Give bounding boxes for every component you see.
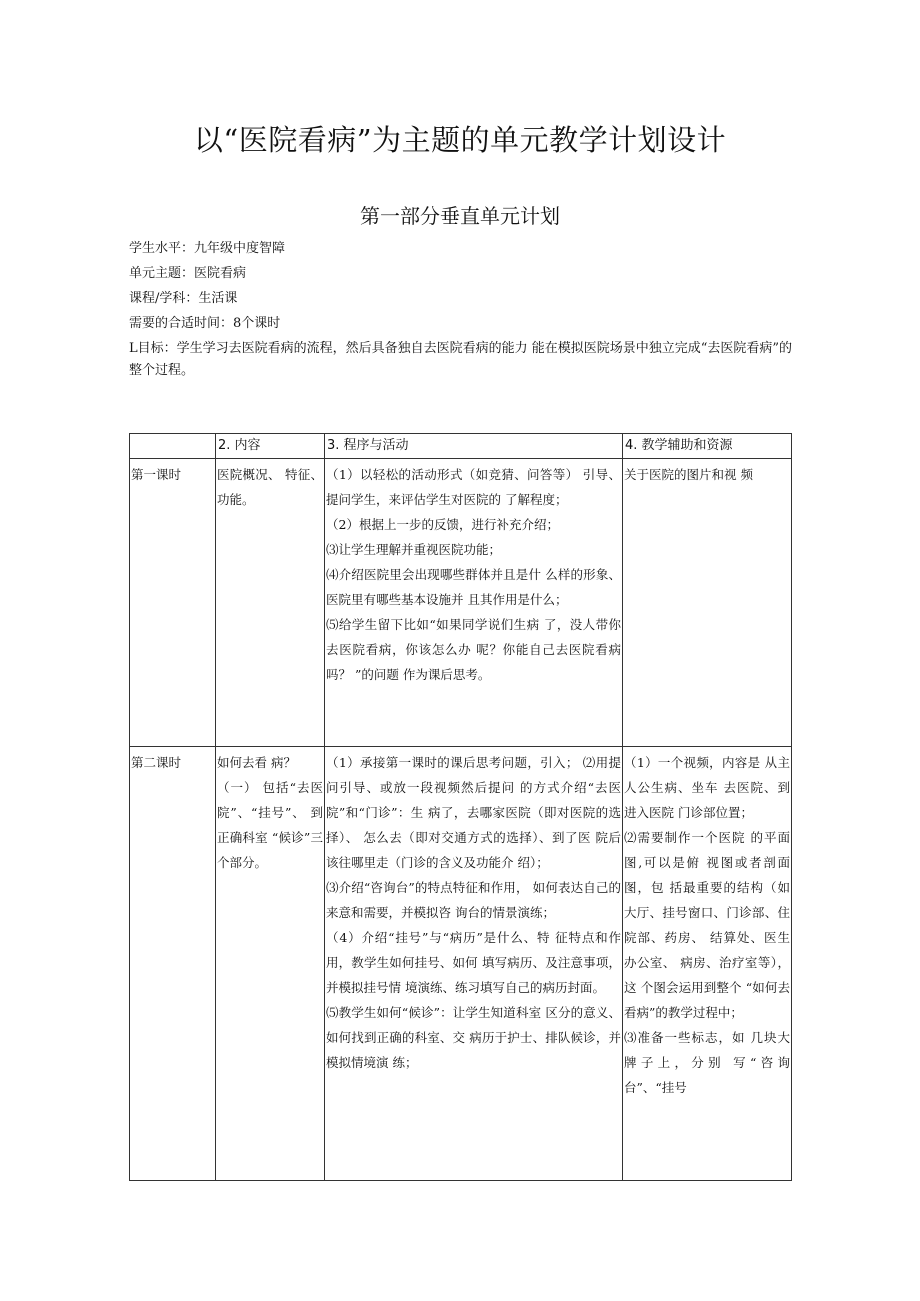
- resource-item: ⑶准备一些标志，如 几块大牌子上，分别 写“咨询台”、“挂号: [624, 1030, 790, 1095]
- document-title: 以“医院看病”为主题的单元教学计划设计: [193, 123, 727, 157]
- lesson-label: 第二课时: [130, 747, 216, 1181]
- content-cell: [216, 747, 325, 1181]
- table-header-row: [130, 434, 792, 459]
- activities-cell: [325, 747, 623, 1181]
- resources-cell: [623, 747, 792, 1181]
- meta-required-time: 需要的合适时间：8个课时: [129, 316, 281, 331]
- meta-student-level: 学生水平：九年级中度智障: [129, 241, 286, 256]
- lesson-label: 第一课时: [130, 459, 216, 747]
- content-text: （一） 包括“去医 院”、“挂号”、 到正确科室 “候诊”三个部分。: [217, 780, 323, 870]
- meta-course-subject: 课程/学科：生活课: [129, 291, 238, 306]
- unit-plan-table: [129, 433, 792, 1181]
- content-text: 如何去看 病？: [217, 755, 296, 770]
- activity-step: ⑸给学生留下比如“如果同学说们生病 了，没人带你去医院看病，你该怎么办 呢？你能自己去医院看病吗？ ”的问题 作为课后思考。: [326, 617, 621, 682]
- header-lesson: [130, 434, 216, 459]
- content-cell: [216, 459, 325, 747]
- activity-step: （2）根据上一步的反馈，进行补充介绍；: [326, 517, 559, 532]
- table-row: [130, 747, 792, 1181]
- resource-item: ⑵需要制作一个医院 的平面图,可以是俯 视图或者剖面图，包 括最重要的结构（如 大厅、挂号窗口、门诊部、住院部、药房、 结算处、医生办公室、 病房、治疗室等），这 个图会运用到整个 “如何去看病”的教学过程中；: [624, 830, 790, 1020]
- activities-cell: [325, 459, 623, 747]
- activity-step: ⑷介绍医院里会出现哪些群体并且是什 么样的形象、医院里有哪些基本设施并 且其作用是什么；: [326, 567, 621, 607]
- header-activities: 3. 程序与活动: [325, 434, 623, 459]
- header-content: 2. 内容: [216, 434, 325, 459]
- activity-step: ⑶介绍“咨询台”的特点特征和作用， 如何表达自己的来意和需要，并模拟咨 询台的情景演练；: [326, 880, 621, 920]
- meta-unit-theme: 单元主题：医院看病: [129, 266, 247, 281]
- resources-cell: [623, 459, 792, 747]
- activity-step: ⑶让学生理解并重视医院功能；: [326, 542, 502, 557]
- resource-item: 关于医院的图片和视 频: [624, 467, 753, 482]
- meta-objective: L目标：学生学习去医院看病的流程，然后具备独自去医院看病的能力 能在模拟医院场景中独立完成“去医院看病”的整个过程。: [129, 341, 793, 378]
- table-row: [130, 459, 792, 747]
- header-resources: 4. 教学辅助和资源: [623, 434, 792, 459]
- resource-item: （1）一个视频，内容是 从主人公生病、坐车 去医院、到进入医院 门诊部位置；: [624, 755, 790, 820]
- activity-step: （1）以轻松的活动形式（如竞猜、问答等） 引导、提问学生，来评估学生对医院的 了解程度；: [326, 467, 621, 507]
- section-title: 第一部分垂直单元计划: [360, 204, 560, 228]
- activity-step: （4）介绍“挂号”与“病历”是什么、特 征特点和作用，教学生如何挂号、如何 填写病历、及注意事项，并模拟挂号情 境演练、练习填写自己的病历封面。: [326, 930, 621, 995]
- activity-step: ⑸教学生如何“候诊”：让学生知道科室 区分的意义、如何找到正确的科室、交 病历于护士、排队候诊，并模拟情境演 练；: [326, 1005, 621, 1070]
- content-text: 医院概况、 特征、 功能。: [217, 467, 323, 507]
- activity-step: （1）承接第一课时的课后思考问题，引入； ⑵用提问引导、或放一段视频然后提问 的方式介绍“去医院”和“门诊”：生 病了，去哪家医院（即对医院的选择）、 怎么去（即对交通方式的选择）、到了医 院后该往哪里走（门诊的含义及功能介 绍）；: [326, 755, 621, 870]
